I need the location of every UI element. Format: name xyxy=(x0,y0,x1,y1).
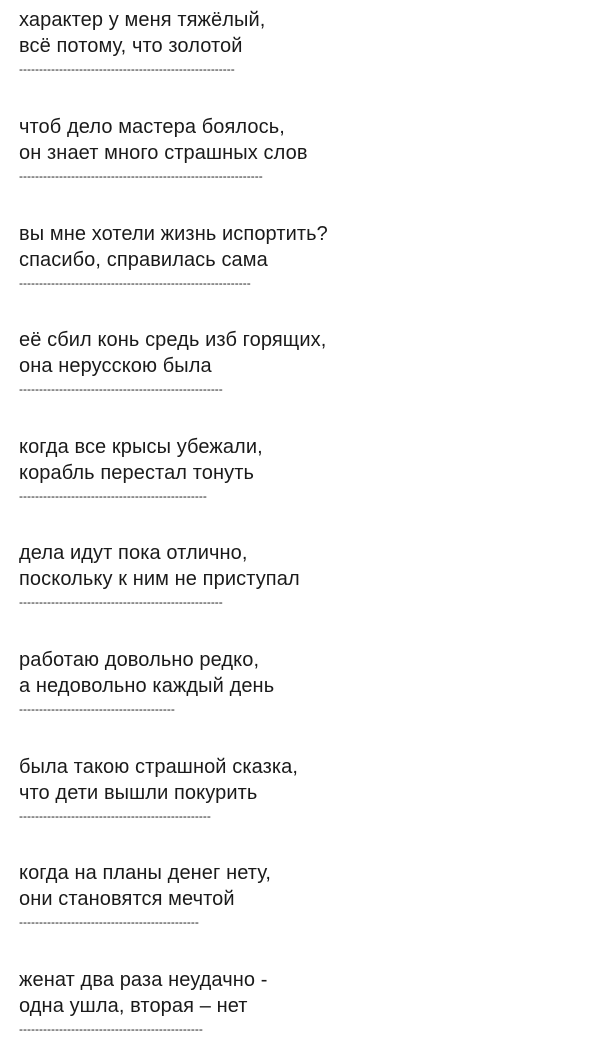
stanza-1 xyxy=(19,7,589,75)
separator: ------------------------------------------------------------- xyxy=(19,170,263,182)
stanza-line: спасибо, справилась сама xyxy=(19,249,268,271)
separator: --------------------------------------------------- xyxy=(19,383,223,395)
stanza-line: её сбил конь средь изб горящих, xyxy=(19,329,327,351)
stanza-line: поскольку к ним не приступал xyxy=(19,568,300,590)
separator: --------------------------------------------------- xyxy=(19,596,223,608)
stanza-6 xyxy=(19,540,589,608)
stanza-line: всё потому, что золотой xyxy=(19,35,243,57)
stanza-line: а недовольно каждый день xyxy=(19,675,275,697)
stanza-line: они становятся мечтой xyxy=(19,888,235,910)
stanza-5 xyxy=(19,434,589,502)
stanza-line: он знает много страшных слов xyxy=(19,142,308,164)
stanza-4 xyxy=(19,327,589,395)
stanza-9 xyxy=(19,860,589,928)
stanza-line: она нерусскою была xyxy=(19,355,212,377)
stanza-line: женат два раза неудачно - xyxy=(19,969,268,991)
stanza-line: вы мне хотели жизнь испортить? xyxy=(19,223,328,245)
separator: ------------------------------------------------ xyxy=(19,810,211,822)
stanza-line: когда на планы денег нету, xyxy=(19,862,272,884)
stanza-8 xyxy=(19,754,589,822)
separator: ------------------------------------------------------ xyxy=(19,63,235,75)
stanza-line: характер у меня тяжёлый, xyxy=(19,9,266,31)
separator: ---------------------------------------------------------- xyxy=(19,277,251,289)
stanza-line: когда все крысы убежали, xyxy=(19,436,263,458)
stanza-line: чтоб дело мастера боялось, xyxy=(19,116,285,138)
stanza-line: корабль перестал тонуть xyxy=(19,462,255,484)
stanza-line: что дети вышли покурить xyxy=(19,782,258,804)
stanza-line: работаю довольно редко, xyxy=(19,649,260,671)
stanza-3 xyxy=(19,221,589,289)
stanza-7 xyxy=(19,647,589,715)
stanza-10 xyxy=(19,967,589,1035)
separator: --------------------------------------- xyxy=(19,703,175,715)
separator: ---------------------------------------------- xyxy=(19,1023,203,1035)
stanza-2 xyxy=(19,114,589,182)
stanza-line: дела идут пока отлично, xyxy=(19,542,248,564)
stanza-line: одна ушла, вторая – нет xyxy=(19,995,248,1017)
separator: ----------------------------------------------- xyxy=(19,490,207,502)
separator: --------------------------------------------- xyxy=(19,916,199,928)
stanza-line: была такою страшной сказка, xyxy=(19,756,299,778)
